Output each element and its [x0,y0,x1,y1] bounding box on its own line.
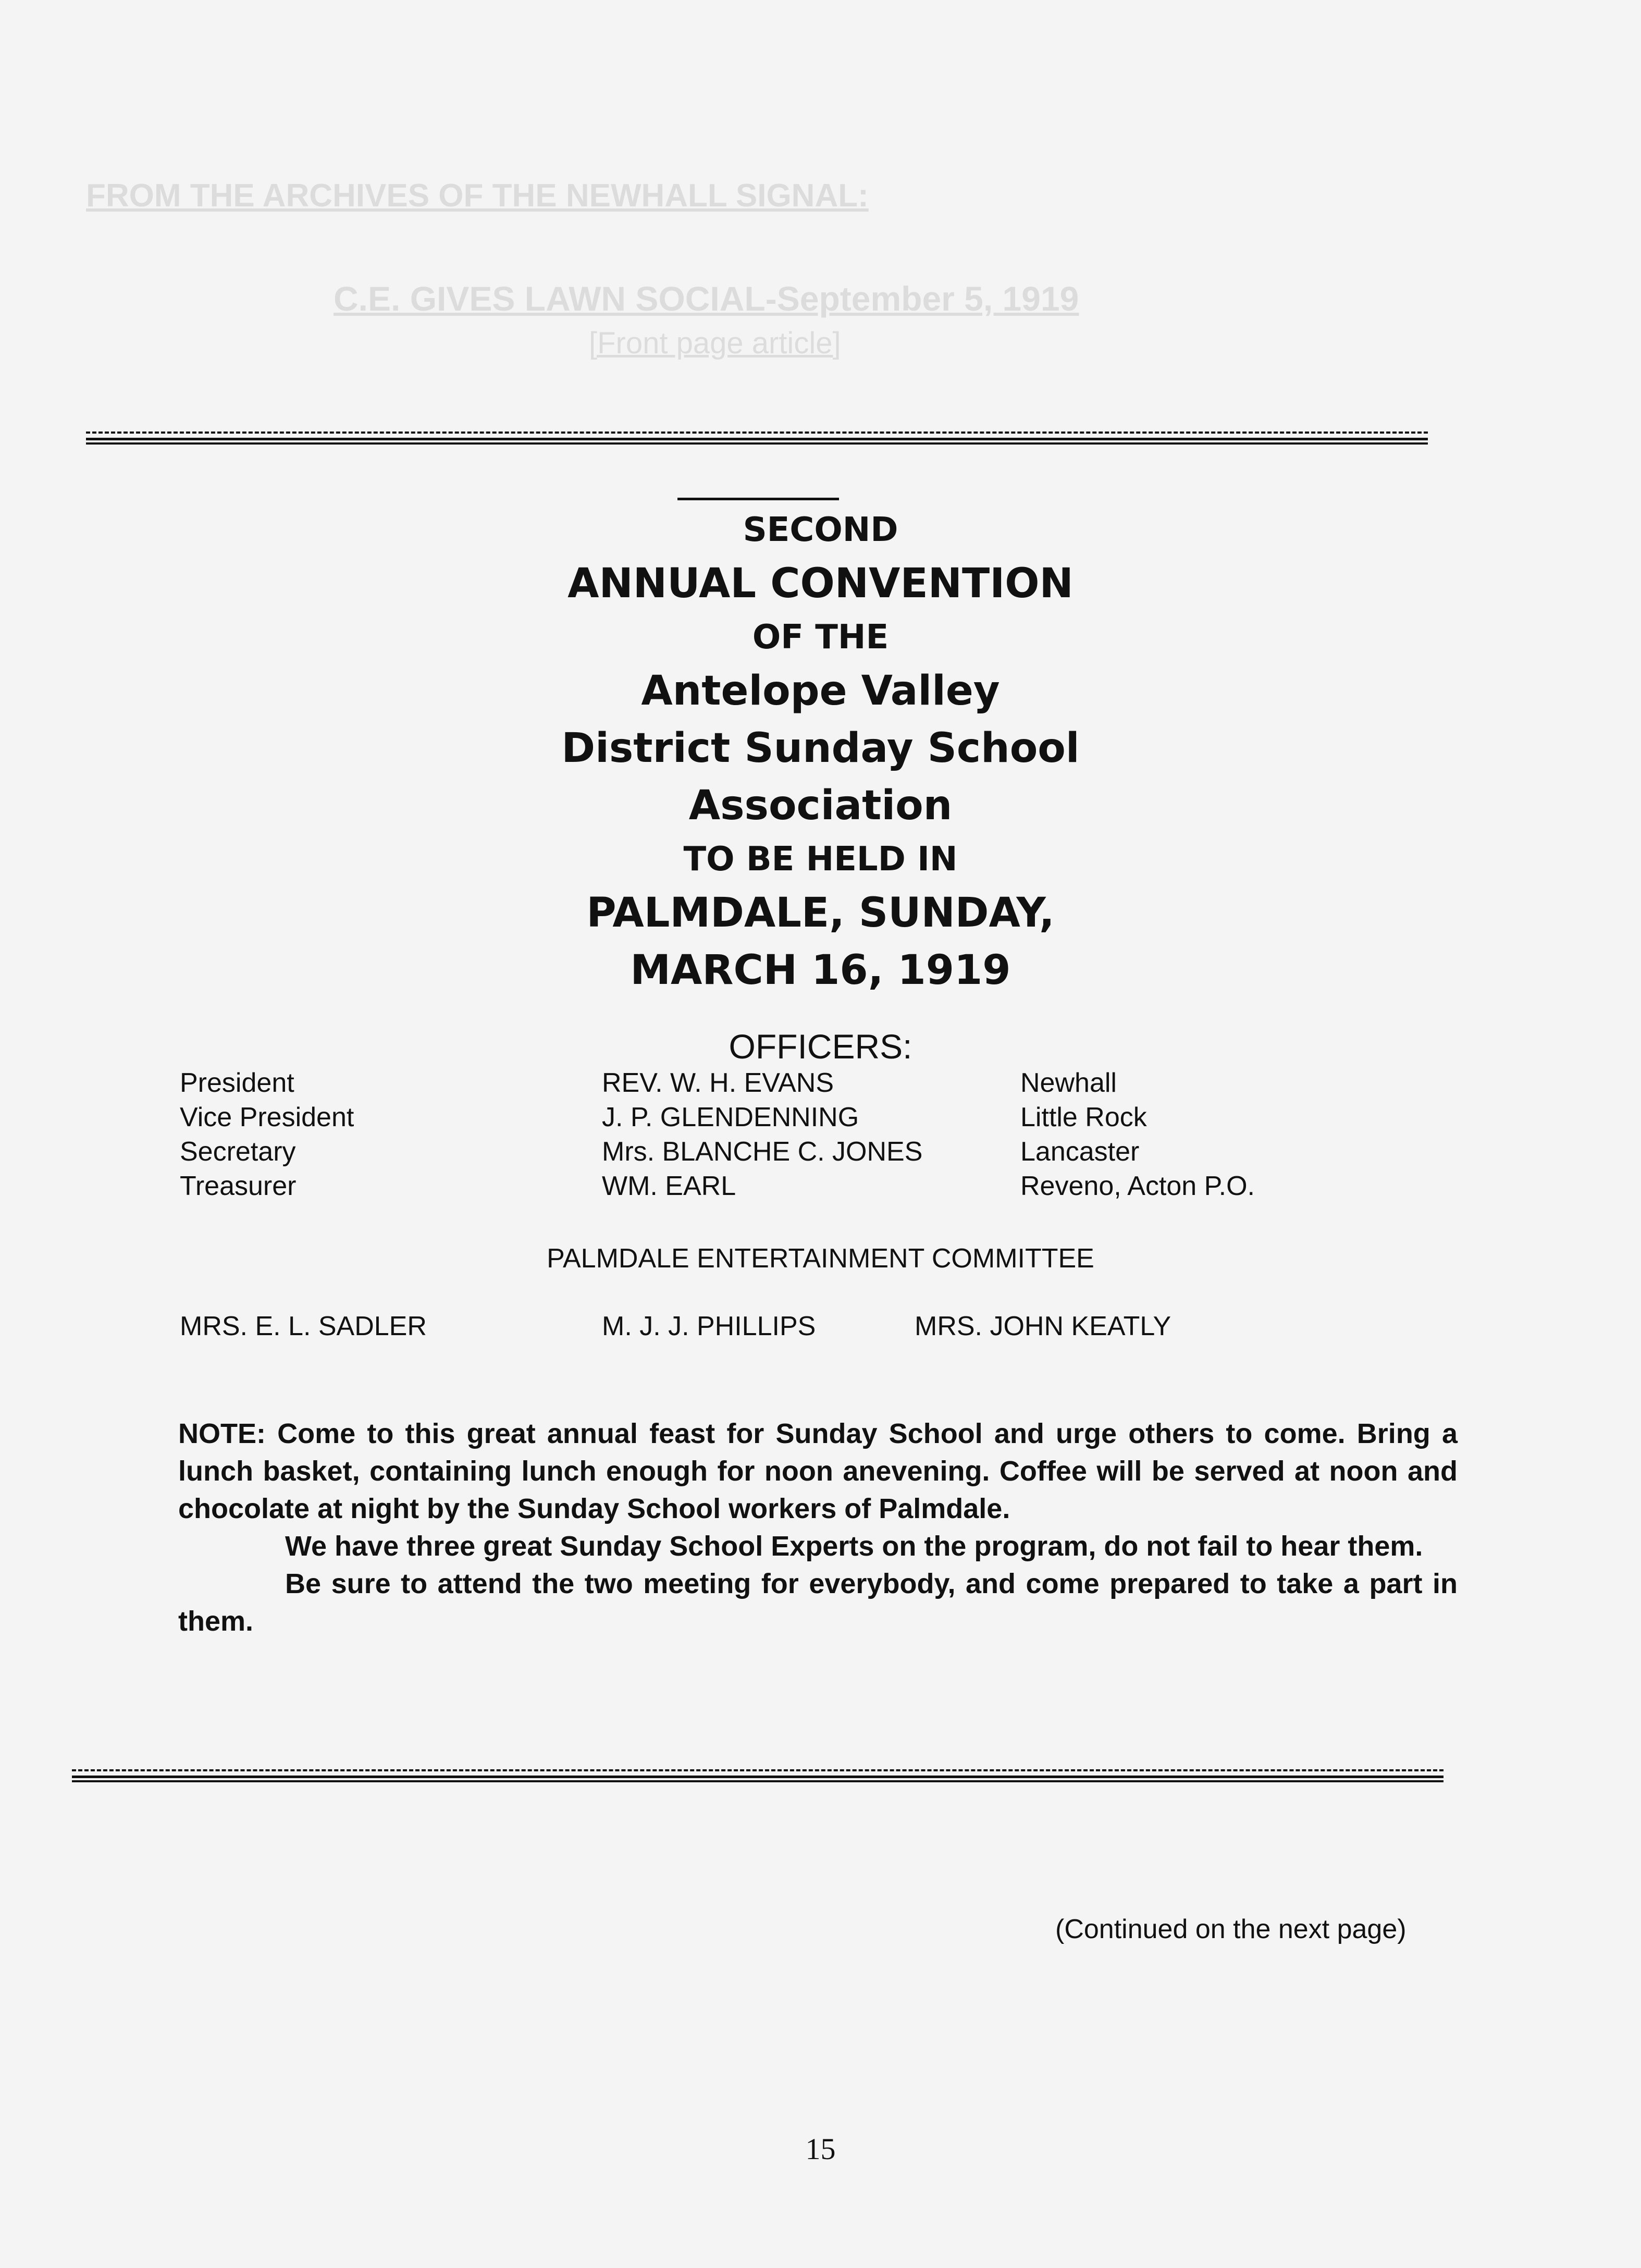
heading-line-of-the: OF THE [752,618,889,657]
officer-place: Newhall [1020,1068,1117,1098]
committee-member: M. J. J. PHILLIPS [602,1311,816,1341]
bleed-through-subtitle: [Front page article] [589,326,841,360]
bleed-through-title: C.E. GIVES LAWN SOCIAL-September 5, 1919 [334,279,1079,318]
heading-line-date: MARCH 16, 1919 [630,947,1011,994]
heading-short-rule [677,498,839,500]
officer-role: Vice President [180,1102,354,1132]
continued-note: (Continued on the next page) [1055,1914,1406,1944]
committee-member: MRS. E. L. SADLER [180,1311,427,1341]
top-divider-rule [86,432,1428,445]
officer-place: Reveno, Acton P.O. [1020,1171,1255,1201]
officers-place-column [1020,1066,1255,1203]
page-number: 15 [805,2132,836,2166]
note-section [178,1415,1458,1640]
heading-line-district-sunday-school: District Sunday School [561,725,1080,772]
heading-line-second: SECOND [743,511,898,549]
officer-role: Secretary [180,1137,296,1167]
officer-name: WM. EARL [602,1171,736,1201]
heading-line-association: Association [688,782,953,829]
heading-line-annual-convention: ANNUAL CONVENTION [567,560,1074,607]
committee-member: MRS. JOHN KEATLY [915,1311,1171,1341]
officers-name-column [602,1066,922,1203]
officer-role: President [180,1068,294,1098]
committee-title: PALMDALE ENTERTAINMENT COMMITTEE [547,1243,1094,1274]
note-paragraph: NOTE: Come to this great annual feast for Sunday School and urge others to come. Bring a lunch basket, containing lunch enough for noon anevening. Coffee will be served at noon and chocolate at night by the Sunday School workers of Palmdale. [178,1418,1458,1524]
officer-name: Mrs. BLANCHE C. JONES [602,1137,923,1167]
note-paragraph: We have three great Sunday School Experts on the program, do not fail to hear them. [285,1531,1423,1562]
officer-role: Treasurer [180,1171,297,1201]
heading-line-palmdale-sunday: PALMDALE, SUNDAY, [586,890,1055,936]
officer-place: Little Rock [1020,1102,1147,1132]
officer-name: REV. W. H. EVANS [602,1068,834,1098]
officer-place: Lancaster [1020,1137,1140,1167]
heading-line-to-be-held-in: TO BE HELD IN [683,840,958,879]
officer-name: J. P. GLENDENNING [602,1102,859,1132]
convention-heading [0,513,1641,1007]
officers-title: OFFICERS: [729,1027,912,1066]
note-paragraph: Be sure to attend the two meeting for everybody, and come prepared to take a part in them. [178,1568,1458,1637]
bottom-divider-rule [72,1769,1443,1783]
heading-line-antelope-valley: Antelope Valley [641,668,1000,714]
officers-role-column [180,1066,354,1203]
bleed-through-header: FROM THE ARCHIVES OF THE NEWHALL SIGNAL: [86,178,869,214]
